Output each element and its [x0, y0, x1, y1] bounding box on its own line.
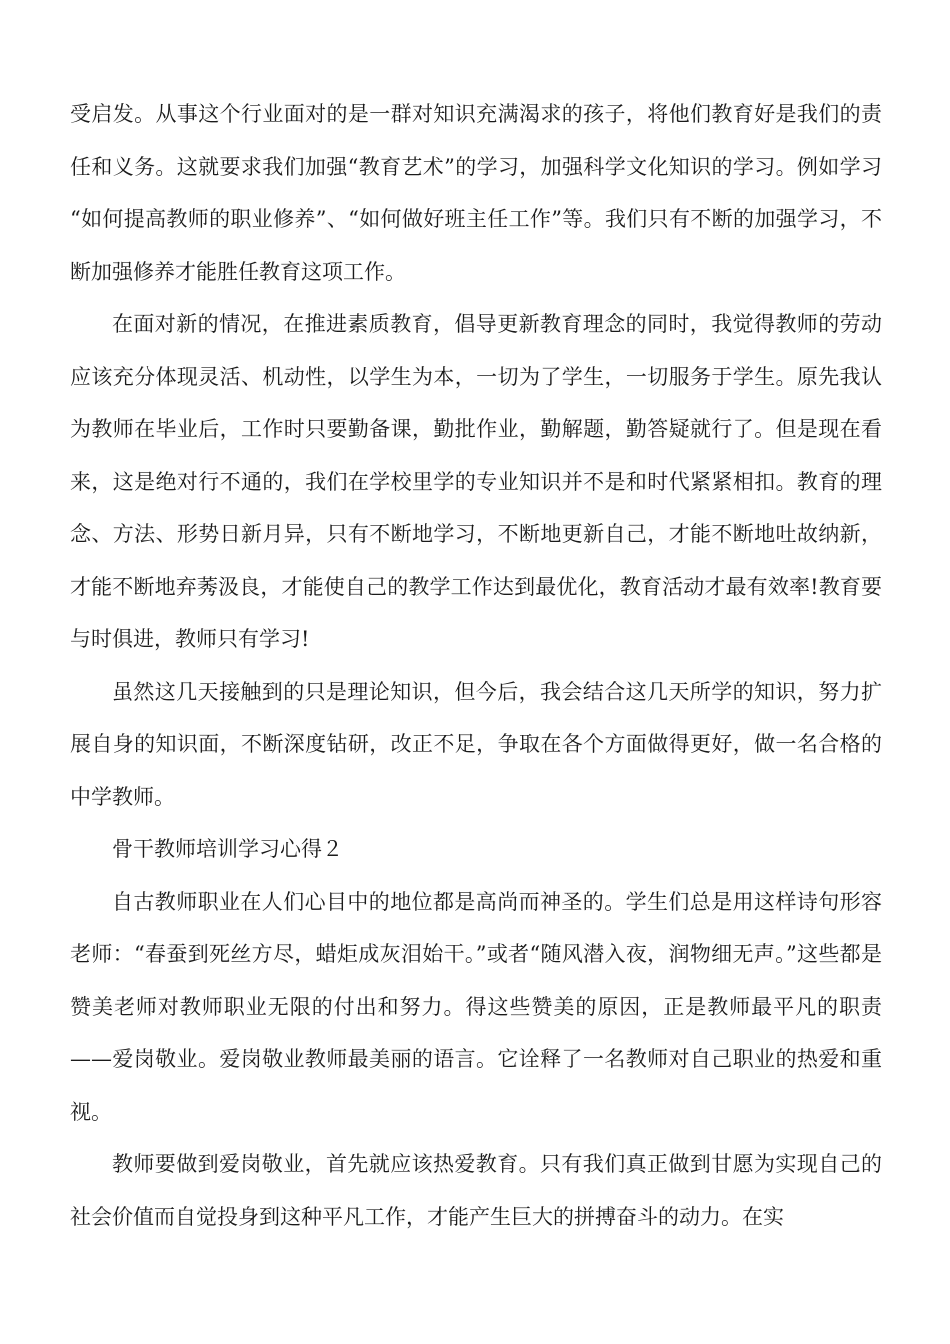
paragraph: 教师要做到爱岗敬业，首先就应该热爱教育。只有我们真正做到甘愿为实现自己的社会价值而自觉投身到这种平凡工作，才能产生巨大的拼搏奋斗的动力。在实 [70, 1152, 882, 1229]
paragraph: 自古教师职业在人们心目中的地位都是高尚而神圣的。学生们总是用这样诗句形容老师：“春蚕到死丝方尽，蜡炬成灰泪始干。”或者“随风潜入夜，润物细无声。”这些都是赞美老师对教师职业无限的付出和努力。得这些赞美的原因，正是教师最平凡的职责——爱岗敬业。爱岗敬业教师最美丽的语言。它诠释了一名教师对自己职业的热爱和重视。 [70, 889, 882, 1124]
paragraph: 在面对新的情况，在推进素质教育，倡导更新教育理念的同时，我觉得教师的劳动应该充分体现灵活、机动性，以学生为本，一切为了学生，一切服务于学生。原先我认为教师在毕业后，工作时只要勤备课，勤批作业，勤解题，勤答疑就行了。但是现在看来，这是绝对行不通的，我们在学校里学的专业知识并不是和时代紧紧相扣。教育的理念、方法、形势日新月异，只有不断地学习，不断地更新自己，才能不断地吐故纳新，才能不断地弃莠汲良，才能使自己的教学工作达到最优化，教育活动才最有效率!教育要与时俱进，教师只有学习! [70, 312, 882, 651]
section-heading: 骨干教师培训学习心得２ [112, 837, 343, 861]
paragraph-continued: 受启发。从事这个行业面对的是一群对知识充满渴求的孩子，将他们教育好是我们的责任和义务。这就要求我们加强“教育艺术”的学习，加强科学文化知识的学习。例如学习 “如何提高教师的职业修养”、“如何做好班主任工作”等。我们只有不断的加强学习，不断加强修养才能胜任教育这项工作。 [70, 102, 882, 284]
document-body [70, 88, 882, 1243]
paragraph: 虽然这几天接触到的只是理论知识，但今后，我会结合这几天所学的知识，努力扩展自身的知识面，不断深度钻研，改正不足，争取在各个方面做得更好，做一名合格的中学教师。 [70, 679, 882, 809]
